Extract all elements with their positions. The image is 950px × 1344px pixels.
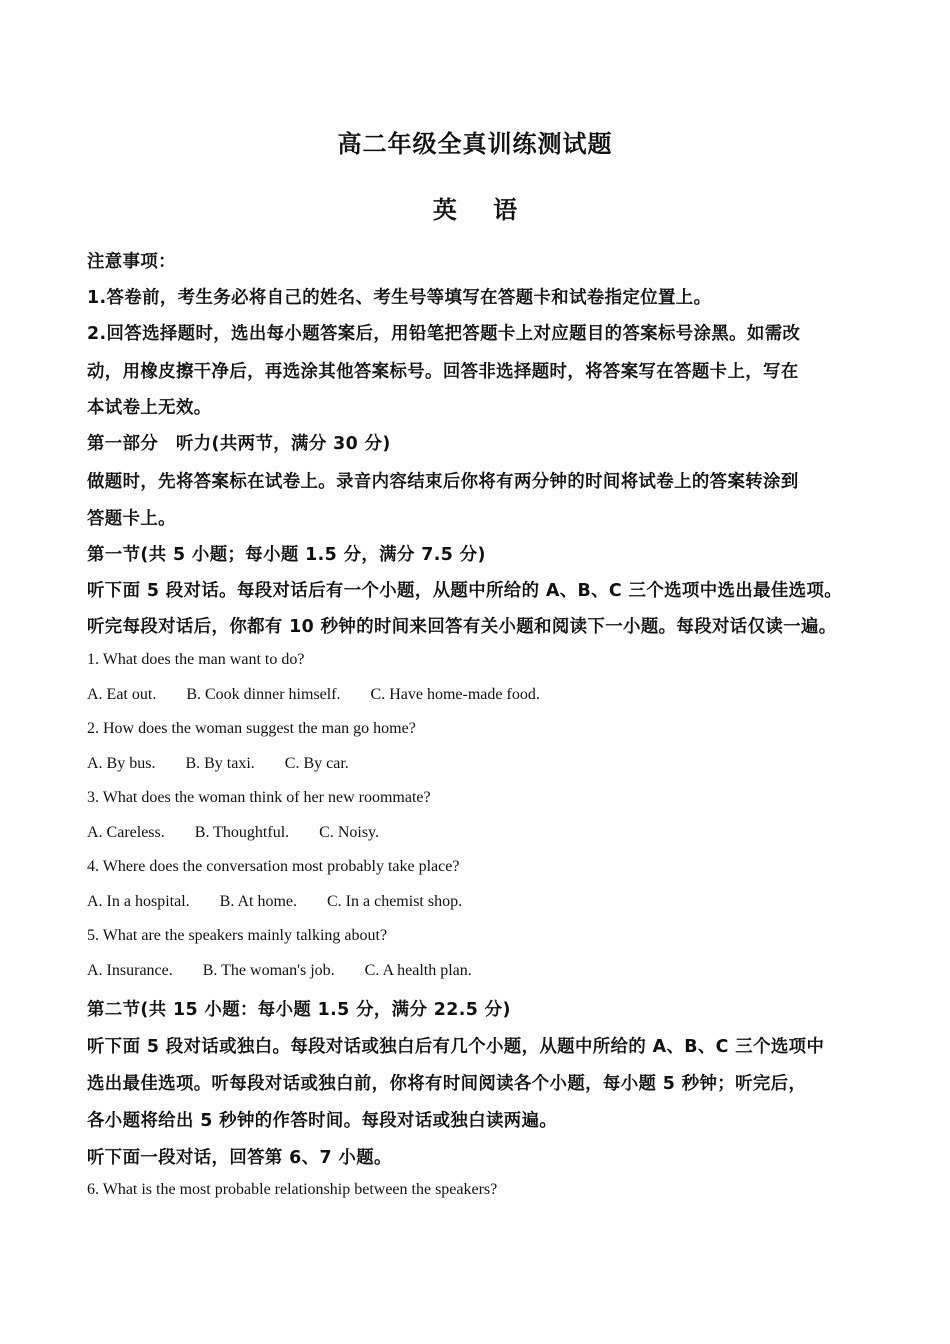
part1-heading: 第一部分 听力(共两节，满分 30 分) bbox=[87, 434, 391, 454]
question-3-option-c: C. Noisy. bbox=[319, 824, 379, 841]
section2-desc-line-1: 听下面 5 段对话或独白。每段对话或独白后有几个小题，从题中所给的 A、B、C 三个选项中 bbox=[87, 1037, 825, 1057]
notice-item-2-line-3: 本试卷上无效。 bbox=[87, 398, 212, 418]
question-5-option-c: C. A health plan. bbox=[364, 962, 472, 979]
section2-heading: 第二节(共 15 小题：每小题 1.5 分，满分 22.5 分) bbox=[87, 1000, 511, 1020]
section2-prompt: 听下面一段对话，回答第 6、7 小题。 bbox=[87, 1148, 392, 1168]
section1-desc-line-2: 听完每段对话后，你都有 10 秒钟的时间来回答有关小题和阅读下一小题。每段对话仅读一遍。 bbox=[87, 617, 837, 637]
question-4-option-a: A. In a hospital. bbox=[87, 893, 190, 910]
question-2-options bbox=[87, 755, 877, 773]
question-3: 3. What does the woman think of her new roommate? bbox=[87, 789, 431, 806]
section2-desc-line-3: 各小题将给出 5 秒钟的作答时间。每段对话或独白读两遍。 bbox=[87, 1111, 558, 1131]
section2-desc-line-2: 选出最佳选项。听每段对话或独白前，你将有时间阅读各个小题，每小题 5 秒钟；听完后， bbox=[87, 1074, 807, 1094]
question-1-option-c: C. Have home-made food. bbox=[370, 686, 540, 703]
notice-heading: 注意事项： bbox=[87, 252, 176, 272]
notice-item-2-line-2: 动，用橡皮擦干净后，再选涂其他答案标号。回答非选择题时，将答案写在答题卡上，写在 bbox=[87, 362, 799, 382]
question-5: 5. What are the speakers mainly talking about? bbox=[87, 927, 388, 944]
question-5-option-a: A. Insurance. bbox=[87, 962, 173, 979]
section1-heading: 第一节(共 5 小题；每小题 1.5 分，满分 7.5 分) bbox=[87, 545, 486, 565]
part1-desc-line-2: 答题卡上。 bbox=[87, 509, 176, 529]
question-2-option-c: C. By car. bbox=[284, 755, 349, 772]
question-4-option-b: B. At home. bbox=[219, 893, 297, 910]
question-4-option-c: C. In a chemist shop. bbox=[327, 893, 463, 910]
notice-item-2-line-1: 2.回答选择题时，选出每小题答案后，用铅笔把答题卡上对应题目的答案标号涂黑。如需改 bbox=[87, 324, 801, 344]
question-2-option-b: B. By taxi. bbox=[185, 755, 255, 772]
notice-item-1: 1.答卷前，考生务必将自己的姓名、考生号等填写在答题卡和试卷指定位置上。 bbox=[87, 288, 712, 308]
question-3-option-a: A. Careless. bbox=[87, 824, 165, 841]
section1-desc-line-1: 听下面 5 段对话。每段对话后有一个小题，从题中所给的 A、B、C 三个选项中选出最佳选项。 bbox=[87, 581, 843, 601]
part1-desc-line-1: 做题时，先将答案标在试卷上。录音内容结束后你将有两分钟的时间将试卷上的答案转涂到 bbox=[87, 472, 799, 492]
exam-title: 高二年级全真训练测试题 bbox=[337, 129, 613, 158]
question-2-option-a: A. By bus. bbox=[87, 755, 156, 772]
question-1-option-b: B. Cook dinner himself. bbox=[186, 686, 341, 703]
question-5-options bbox=[87, 962, 877, 980]
question-2: 2. How does the woman suggest the man go home? bbox=[87, 720, 416, 737]
question-1-options bbox=[87, 686, 877, 704]
question-1: 1. What does the man want to do? bbox=[87, 651, 305, 668]
question-3-option-b: B. Thoughtful. bbox=[194, 824, 290, 841]
question-4-options bbox=[87, 893, 877, 911]
question-1-option-a: A. Eat out. bbox=[87, 686, 157, 703]
question-3-options bbox=[87, 824, 877, 842]
question-5-option-b: B. The woman's job. bbox=[202, 962, 335, 979]
subject-title: 英 语 bbox=[432, 195, 532, 224]
question-6: 6. What is the most probable relationship between the speakers? bbox=[87, 1181, 498, 1198]
question-4: 4. Where does the conversation most probably take place? bbox=[87, 858, 460, 875]
